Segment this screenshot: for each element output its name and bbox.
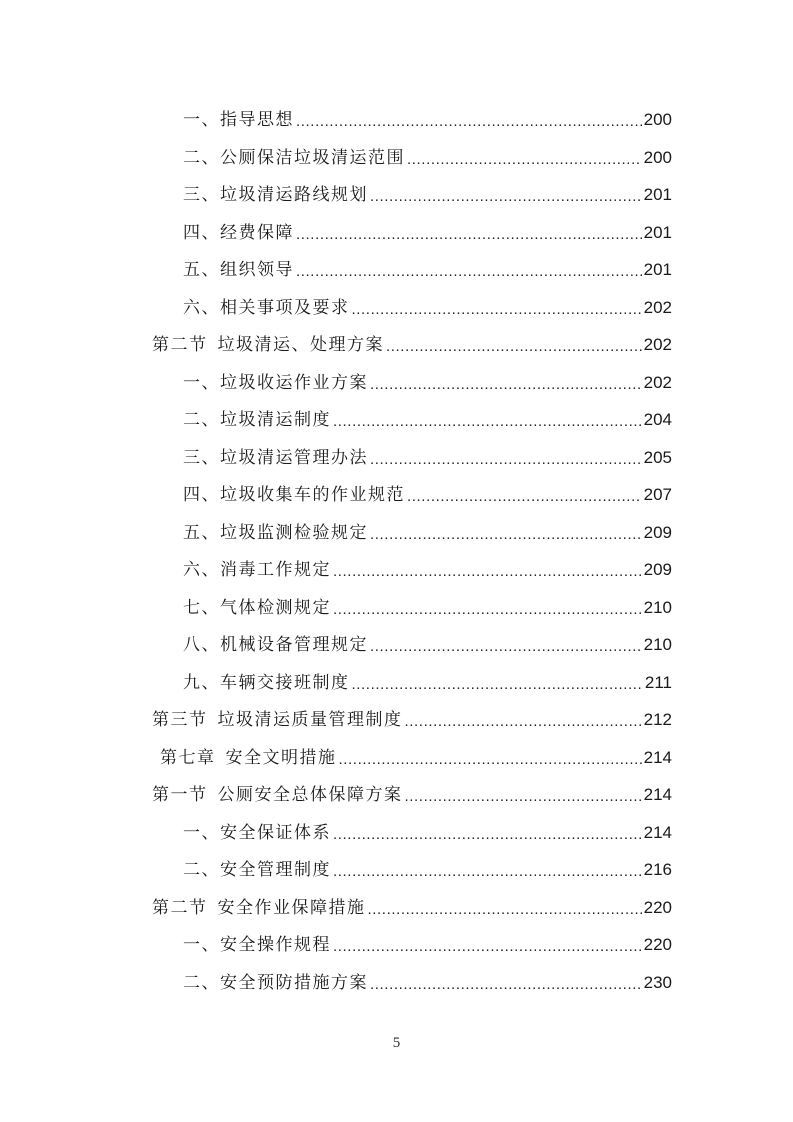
toc-entry[interactable] <box>183 403 672 437</box>
dot-leader <box>370 443 642 477</box>
toc-entry-title: 安全作业保障措施 <box>217 897 366 918</box>
toc-entry-title: 公厕安全总体保障方案 <box>217 785 403 805</box>
toc-entry-number: 一、 <box>183 935 220 955</box>
dot-leader <box>333 405 642 439</box>
toc-entry-label <box>183 178 368 212</box>
toc-entry-title: 经费保障 <box>220 222 294 243</box>
toc-entry-label <box>183 103 294 137</box>
dot-leader <box>407 480 642 514</box>
toc-entry-title: 垃圾清运路线规划 <box>220 185 368 205</box>
dot-leader <box>296 255 642 289</box>
toc-entry-page: 200 <box>643 110 672 129</box>
toc-entry[interactable] <box>183 516 672 550</box>
toc-entry-number: 三、 <box>183 185 220 205</box>
toc-entry[interactable] <box>183 666 672 700</box>
toc-entry-number: 六、 <box>183 560 220 580</box>
toc-entry-page: 201 <box>643 260 672 279</box>
dot-leader <box>407 143 642 177</box>
toc-entry-number: 六、 <box>183 297 220 318</box>
toc-entry[interactable] <box>183 291 672 325</box>
toc-entry-page: 201 <box>643 185 672 204</box>
dot-leader <box>333 818 642 852</box>
toc-entry-number: 三、 <box>183 447 220 468</box>
toc-entry-label <box>160 741 337 775</box>
toc-entry-label <box>183 253 294 287</box>
toc-entry-page: 207 <box>643 485 672 504</box>
dot-leader <box>370 180 642 214</box>
dot-leader <box>370 630 642 664</box>
toc-entry-number: 四、 <box>183 222 220 243</box>
toc-entry-page: 214 <box>643 822 672 842</box>
toc-entry-label <box>183 591 331 625</box>
toc-entry[interactable] <box>183 966 672 1000</box>
dot-leader <box>333 855 642 889</box>
toc-entry-page: 209 <box>643 560 672 579</box>
toc-entry-label <box>183 141 405 175</box>
dot-leader <box>405 705 642 739</box>
toc-entry-label <box>183 966 368 1000</box>
toc-entry-label <box>183 403 331 437</box>
dot-leader <box>370 368 642 402</box>
dot-leader <box>296 105 642 139</box>
toc-entry-title: 组织领导 <box>220 260 294 280</box>
toc-entry-label <box>183 853 331 887</box>
page-number: 5 <box>392 1035 401 1051</box>
toc-entry[interactable] <box>183 366 672 400</box>
toc-entry-title: 消毒工作规定 <box>220 560 331 580</box>
dot-leader <box>352 293 642 327</box>
toc-entry-page: 210 <box>643 597 672 617</box>
toc-entry-page: 200 <box>643 147 672 167</box>
toc-entry[interactable] <box>183 816 672 850</box>
toc-entry-label <box>183 441 368 475</box>
toc-entry-title: 安全管理制度 <box>220 860 331 880</box>
dot-leader <box>370 968 642 1002</box>
toc-entry-label <box>183 553 331 587</box>
toc-entry-page: 216 <box>643 860 672 879</box>
toc-entry[interactable] <box>183 591 672 625</box>
toc-entry-page: 202 <box>643 372 672 392</box>
toc-entry-number: 第七章 <box>160 747 216 768</box>
dot-leader <box>333 930 642 964</box>
dot-leader <box>405 780 642 814</box>
toc-entry-number: 第二节 <box>152 335 208 355</box>
toc-entry-number: 二、 <box>183 860 220 880</box>
toc-entry-label <box>183 816 331 850</box>
toc-entry-page: 204 <box>643 410 672 429</box>
toc-entry-page: 209 <box>643 522 672 542</box>
toc-entry[interactable] <box>183 178 672 212</box>
toc-entry-page: 220 <box>643 935 672 954</box>
toc-entry-title: 公厕保洁垃圾清运范围 <box>220 147 405 168</box>
toc-entry-page: 210 <box>643 635 672 654</box>
toc-entry-number: 五、 <box>183 522 220 543</box>
toc-entry-number: 四、 <box>183 485 220 505</box>
toc-entry-label <box>183 516 368 550</box>
toc-entry-page: 214 <box>643 785 672 804</box>
toc-entry-title: 安全保证体系 <box>220 822 331 843</box>
toc-entry-page: 230 <box>643 972 672 992</box>
toc-entry-title: 车辆交接班制度 <box>220 672 350 693</box>
dot-leader <box>333 555 642 589</box>
toc-entry-title: 相关事项及要求 <box>220 297 350 318</box>
toc-entry-label <box>152 891 366 925</box>
toc-entry-page: 201 <box>643 222 672 242</box>
toc-entry-title: 安全文明措施 <box>225 747 337 768</box>
toc-entry-title: 机械设备管理规定 <box>220 635 368 655</box>
toc-entry[interactable] <box>183 216 672 250</box>
toc-entry[interactable] <box>152 891 672 925</box>
toc-entry[interactable] <box>183 253 672 287</box>
toc-entry-label <box>183 291 350 325</box>
toc-entry-label <box>183 478 405 512</box>
toc-entry-number: 一、 <box>183 822 220 843</box>
toc-entry-number: 二、 <box>183 147 220 168</box>
toc-entry-label <box>183 666 350 700</box>
toc-entry-title: 垃圾清运质量管理制度 <box>217 710 403 730</box>
toc-entry-title: 指导思想 <box>220 110 294 130</box>
toc-entry-title: 垃圾收集车的作业规范 <box>220 485 405 505</box>
toc-entry-title: 垃圾监测检验规定 <box>220 522 368 543</box>
toc-entry-label <box>152 328 384 362</box>
toc-entry-page: 202 <box>643 335 672 354</box>
toc-entry-title: 安全预防措施方案 <box>220 972 368 993</box>
toc-entry[interactable] <box>152 703 672 737</box>
toc-entry[interactable] <box>183 103 672 137</box>
toc-entry-page: 212 <box>643 710 672 729</box>
dot-leader <box>370 518 642 552</box>
toc-entry[interactable] <box>183 141 672 175</box>
toc-entry-number: 二、 <box>183 972 220 993</box>
dot-leader <box>352 668 643 702</box>
toc-entry-number: 第一节 <box>152 785 208 805</box>
toc-entry-label <box>183 216 294 250</box>
toc-entry[interactable] <box>152 778 672 812</box>
toc-entry-page: 214 <box>643 747 672 767</box>
toc-entry-number: 八、 <box>183 635 220 655</box>
toc-entry[interactable] <box>183 853 672 887</box>
toc-entry-label <box>152 703 403 737</box>
toc-entry-title: 垃圾清运管理办法 <box>220 447 368 468</box>
toc-entry-number: 一、 <box>183 110 220 130</box>
dot-leader <box>296 218 642 252</box>
toc-entry[interactable] <box>183 553 672 587</box>
toc-entry-title: 垃圾收运作业方案 <box>220 372 368 393</box>
toc-entry-title: 垃圾清运制度 <box>220 410 331 430</box>
dot-leader <box>386 330 642 364</box>
toc-entry-number: 七、 <box>183 597 220 618</box>
dot-leader <box>333 593 642 627</box>
toc-entry[interactable] <box>152 328 672 362</box>
toc-entry-page: 220 <box>643 897 672 917</box>
toc-entry-label <box>152 778 403 812</box>
toc-entry-title: 垃圾清运、处理方案 <box>217 335 384 355</box>
toc-entry-number: 第二节 <box>152 897 208 918</box>
toc-entry-page: 205 <box>643 447 672 467</box>
toc-entry-number: 第三节 <box>152 710 208 730</box>
toc-entry[interactable] <box>183 478 672 512</box>
toc-entry-number: 五、 <box>183 260 220 280</box>
dot-leader <box>368 893 642 927</box>
toc-entry-title: 安全操作规程 <box>220 935 331 955</box>
toc-entry-number: 二、 <box>183 410 220 430</box>
dot-leader <box>339 743 642 777</box>
toc-entry-title: 气体检测规定 <box>220 597 331 618</box>
toc-entry-label <box>183 366 368 400</box>
toc-entry-label <box>183 628 368 662</box>
toc-entry[interactable] <box>160 741 672 775</box>
toc-entry-label <box>183 928 331 962</box>
toc-entry-number: 一、 <box>183 372 220 393</box>
toc-entry-page: 211 <box>644 672 672 692</box>
toc-entry[interactable] <box>183 441 672 475</box>
toc-entry[interactable] <box>183 628 672 662</box>
toc-entry[interactable] <box>183 928 672 962</box>
toc-entry-number: 九、 <box>183 672 220 693</box>
toc-entry-page: 202 <box>643 297 672 317</box>
